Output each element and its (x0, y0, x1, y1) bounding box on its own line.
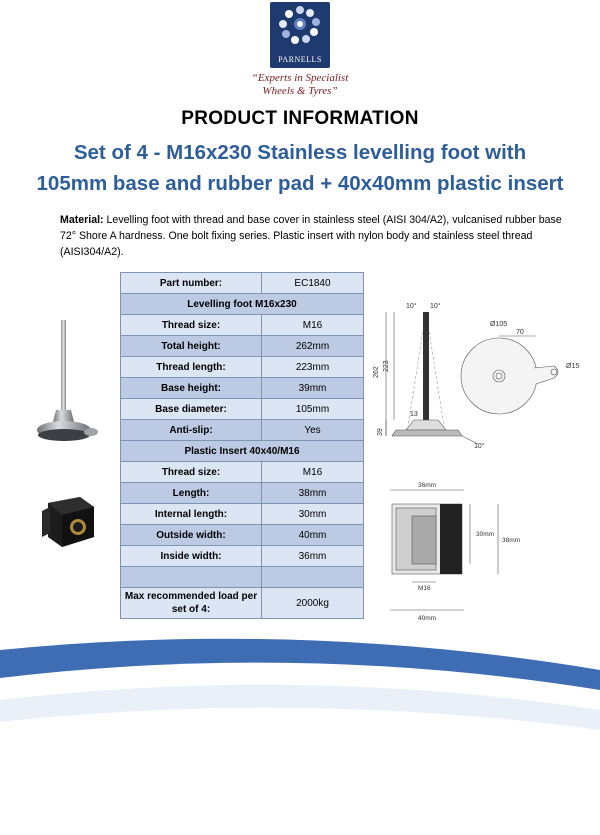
dim-262-label: 262 (373, 366, 380, 378)
material-text: Levelling foot with thread and base cover in stainless steel (AISI 304/A2), vulcanised rubber base 72° Shore A hardness. One bolt fixing series. Plastic insert with nylon body and stainless steel thread (AISI304/A2). (60, 214, 562, 258)
logo-brand-text: PARNELLS (278, 55, 322, 64)
plastic-insert-drawing (382, 476, 542, 626)
row-value: 38mm (262, 483, 364, 504)
tagline-line2: Wheels & Tyres” (262, 85, 338, 97)
row-label: Internal length: (121, 504, 262, 525)
tagline-line1: “Experts in Specialist (251, 72, 349, 84)
section-levelling-foot: Levelling foot M16x230 (121, 294, 364, 315)
section-row (121, 441, 364, 462)
row-value: M16 (262, 462, 364, 483)
load-label: Max recommended load per set of 4: (121, 588, 262, 619)
dia-15-label: Ø15 (566, 363, 580, 370)
part-number-label: Part number: (121, 273, 262, 294)
row-label: Base diameter: (121, 399, 262, 420)
table-row (121, 273, 364, 294)
logo-circles-icon (270, 2, 330, 52)
parnells-logo (270, 2, 330, 70)
table-row (121, 525, 364, 546)
section-plastic-insert: Plastic Insert 40x40/M16 (121, 441, 364, 462)
dim-38-label: 38mm (502, 537, 521, 544)
row-value: 262mm (262, 336, 364, 357)
material-description (60, 212, 570, 260)
table-row (121, 546, 364, 567)
dim-40-label: 40mm (418, 615, 437, 622)
row-value: 39mm (262, 378, 364, 399)
dim-m16-label: M16 (418, 585, 431, 592)
angle-left-label: 10° (406, 303, 417, 310)
load-value: 2000kg (262, 588, 364, 619)
levelling-foot-photo (34, 318, 104, 448)
row-value: Yes (262, 420, 364, 441)
row-label: Total height: (121, 336, 262, 357)
row-value: 36mm (262, 546, 364, 567)
dim-13-label: 13 (410, 411, 418, 418)
part-number-value: EC1840 (262, 273, 364, 294)
table-row (121, 588, 364, 619)
spec-table (120, 272, 364, 619)
dim-223-label: 223 (383, 360, 390, 372)
page-heading: PRODUCT INFORMATION (181, 108, 419, 129)
row-label: Thread length: (121, 357, 262, 378)
angle-right-label: 10° (430, 303, 441, 310)
product-title-line2: 105mm base and rubber pad + 40x40mm plastic insert (36, 172, 564, 195)
table-row (121, 504, 364, 525)
row-label: Thread size: (121, 315, 262, 336)
section-row (121, 294, 364, 315)
dim-70-label: 70 (516, 329, 524, 336)
decorative-wave (0, 630, 600, 835)
row-value: 105mm (262, 399, 364, 420)
product-title (20, 137, 580, 199)
levelling-foot-drawing (366, 298, 586, 460)
row-label: Thread size: (121, 462, 262, 483)
table-row (121, 315, 364, 336)
row-label: Inside width: (121, 546, 262, 567)
dim-39-label: 39 (377, 428, 384, 436)
row-value: 40mm (262, 525, 364, 546)
dim-30-label: 30mm (476, 531, 495, 538)
row-value: 223mm (262, 357, 364, 378)
table-row (121, 378, 364, 399)
plastic-insert-photo (38, 493, 100, 555)
table-row (121, 420, 364, 441)
row-value: M16 (262, 315, 364, 336)
dim-36-label: 36mm (418, 482, 437, 489)
row-label: Outside width: (121, 525, 262, 546)
table-row (121, 483, 364, 504)
material-label: Material: (60, 214, 104, 226)
row-label: Length: (121, 483, 262, 504)
dia-105-label: Ø105 (490, 321, 508, 328)
table-row (121, 357, 364, 378)
row-value: 30mm (262, 504, 364, 525)
tagline (0, 72, 600, 98)
table-row (121, 399, 364, 420)
row-label: Anti-slip: (121, 420, 262, 441)
row-label: Base height: (121, 378, 262, 399)
table-row (121, 336, 364, 357)
angle-bottom-label: 10° (474, 443, 485, 450)
product-title-line1: Set of 4 - M16x230 Stainless levelling foot with (73, 141, 527, 164)
table-row (121, 462, 364, 483)
empty-row (121, 567, 364, 588)
